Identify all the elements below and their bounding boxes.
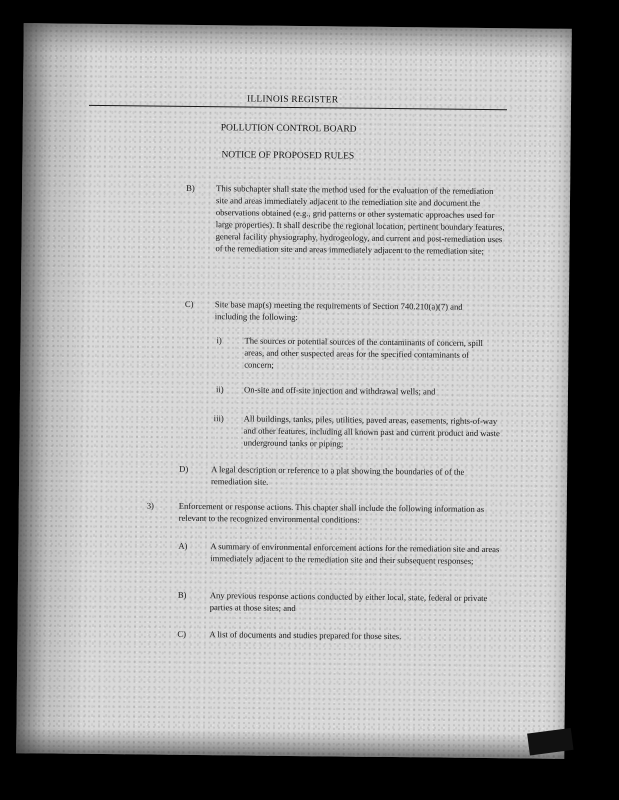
register-header: ILLINOIS REGISTER <box>246 94 339 106</box>
item-c-i-text: The sources or potential sources of the contaminants of concern, spill areas, and other suspected areas for the specified contaminants of concern; <box>244 335 483 370</box>
item-c-iii-marker: iii) <box>213 413 224 424</box>
item-c-iii-text: All buildings, tanks, piles, utilities, paved areas, easements, rights-of-way and other features, including all known past and current product and waste underground tanks or piping; <box>243 413 500 449</box>
item-3-text: Enforcement or response actions. This chapter shall include the following information as relevant to the recognized environmental conditions: <box>178 500 485 525</box>
item-3c-text: A list of documents and studies prepared for those sites. <box>209 629 402 642</box>
item-b-marker: B) <box>186 182 195 193</box>
notice-title: NOTICE OF PROPOSED RULES <box>221 150 355 162</box>
bottom-edge-shadow <box>16 727 564 759</box>
item-c-ii-marker: ii) <box>215 384 224 395</box>
item-c-i-marker: i) <box>216 335 222 346</box>
top-edge-shadow <box>24 23 572 59</box>
item-3a-text: A summary of environmental enforcement actions for the remediation site and areas immediately adjacent to the remediation site and their subsequent responses; <box>210 541 500 566</box>
item-3-marker: 3) <box>146 500 155 511</box>
item-d-text: A legal description or reference to a plat showing the boundaries of of the remediation site. <box>210 464 465 487</box>
item-c-marker: C) <box>184 298 194 309</box>
item-3a-marker: A) <box>178 540 188 551</box>
left-edge-shadow <box>16 23 94 754</box>
item-b-text: This subchapter shall state the method used for the evaluation of the remediation site and areas immediately adjacent to the remediation site and document the observations obtained (e.g., grid patterns or other systematic approaches used for large properties). It shall describe the regional location, pertinent boundary features, general facility physiography, hydrogeology, and current and post-remediation uses of the remediation site and areas immediately adjacent to the remediation site; <box>215 183 505 256</box>
item-3b-text: Any previous response actions conducted by either local, state, federal or private parties at those sites; and <box>209 590 488 614</box>
item-c-ii-text: On-site and off-site injection and withdrawal wells; and <box>243 384 436 397</box>
item-3b-marker: B) <box>177 589 187 600</box>
board-name: POLLUTION CONTROL BOARD <box>220 123 357 135</box>
document-page <box>16 23 572 759</box>
item-3c-marker: C) <box>177 628 187 639</box>
item-c-text: Site base map(s) meeting the requirements of Section 740.210(a)(7) and including the following: <box>214 299 463 323</box>
item-d-marker: D) <box>179 463 189 474</box>
page-corner-tear <box>527 728 573 755</box>
